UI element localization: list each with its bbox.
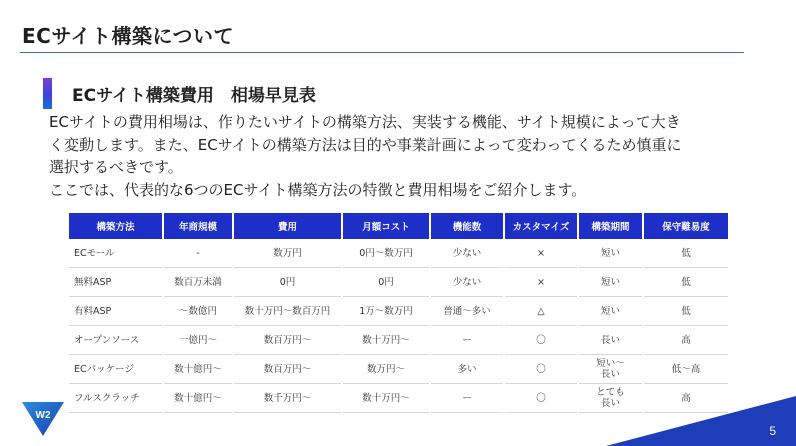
header-period: 構築期間 [579, 213, 642, 239]
table-cell: 高 [644, 384, 728, 413]
table-row [69, 297, 728, 326]
header-method: 構築方法 [69, 213, 162, 239]
method-cell: フルスクラッチ [69, 384, 162, 413]
table-cell: 数万円 [234, 239, 341, 268]
table-cell: 数十億円〜 [164, 355, 232, 384]
method-cell: 無料ASP [69, 268, 162, 297]
page-number: 5 [769, 424, 776, 438]
table-cell: 〇 [505, 384, 577, 413]
table-cell: 0円 [234, 268, 341, 297]
table-cell: 数十万円〜 [343, 326, 429, 355]
method-cell: 有料ASP [69, 297, 162, 326]
table-cell: 数十万円〜数百万円 [234, 297, 341, 326]
table-header-row [69, 213, 728, 239]
table-cell: 数万円〜 [343, 355, 429, 384]
table-cell: ー [431, 326, 503, 355]
table-cell: 数百万円〜 [234, 355, 341, 384]
table-cell: 低 [644, 297, 728, 326]
table-cell: 普通〜多い [431, 297, 503, 326]
table-cell: 0円 [343, 268, 429, 297]
footer-band [606, 396, 796, 446]
title-divider [20, 52, 744, 53]
table-cell: × [505, 239, 577, 268]
logo-text: W2 [35, 410, 51, 421]
body-line: ここでは、代表的な6つのECサイト構築方法の特徴と費用相場をご紹介します。 [49, 180, 587, 199]
table-cell: 長い [579, 326, 642, 355]
table-cell: 数十億円〜 [164, 384, 232, 413]
table-cell: × [505, 268, 577, 297]
table-cell: 低〜高 [644, 355, 728, 384]
header-monthly-cost: 月額コスト [343, 213, 429, 239]
table-cell: 短い [579, 268, 642, 297]
section-title: ECサイト構築費用 相場早見表 [72, 86, 316, 106]
body-text [49, 111, 739, 201]
table-cell: - [164, 239, 232, 268]
table-cell: 数百万円〜 [234, 326, 341, 355]
body-line: 選択するべきです。 [49, 158, 183, 176]
table-cell: 短い〜 長い [579, 355, 642, 384]
table-cell: 数千万円〜 [234, 384, 341, 413]
header-cost: 費用 [234, 213, 341, 239]
body-line: く変動します。また、ECサイトの構築方法は目的や事業計画によって変わってくるため慎重に [49, 135, 682, 154]
table-cell: 少ない [431, 268, 503, 297]
table-cell: 低 [644, 239, 728, 268]
method-cell: ECパッケージ [69, 355, 162, 384]
table-cell: 低 [644, 268, 728, 297]
table-row [69, 355, 728, 384]
w2-logo [22, 402, 64, 436]
page-title: ECサイト構築について [22, 24, 235, 48]
method-cell: オープンソース [69, 326, 162, 355]
table-cell: 〇 [505, 355, 577, 384]
cost-comparison-table [67, 213, 730, 413]
body-line: ECサイトの費用相場は、作りたいサイトの構築方法、実装する機能、サイト規模によって大き [49, 113, 681, 131]
table-cell: 〜数億円 [164, 297, 232, 326]
table-cell: 数十万円〜 [343, 384, 429, 413]
table-row [69, 268, 728, 297]
header-features: 機能数 [431, 213, 503, 239]
table-cell: 数百万未満 [164, 268, 232, 297]
table-cell: 1万〜数万円 [343, 297, 429, 326]
table-cell: 短い [579, 239, 642, 268]
table-cell: 〇 [505, 326, 577, 355]
table-cell: 0円〜数万円 [343, 239, 429, 268]
table-cell: △ [505, 297, 577, 326]
table-cell: 少ない [431, 239, 503, 268]
method-cell: ECモール [69, 239, 162, 268]
header-customize: カスタマイズ [505, 213, 577, 239]
table-row [69, 239, 728, 268]
table-cell: ー [431, 384, 503, 413]
header-maintenance: 保守難易度 [644, 213, 728, 239]
table-cell: 一億円〜 [164, 326, 232, 355]
table-row [69, 326, 728, 355]
section-accent-bar [43, 78, 52, 109]
table-cell: 高 [644, 326, 728, 355]
table-body [69, 239, 728, 413]
header-revenue: 年商規模 [164, 213, 232, 239]
table-cell: 短い [579, 297, 642, 326]
table-cell: とても 長い [579, 384, 642, 413]
table-cell: 多い [431, 355, 503, 384]
